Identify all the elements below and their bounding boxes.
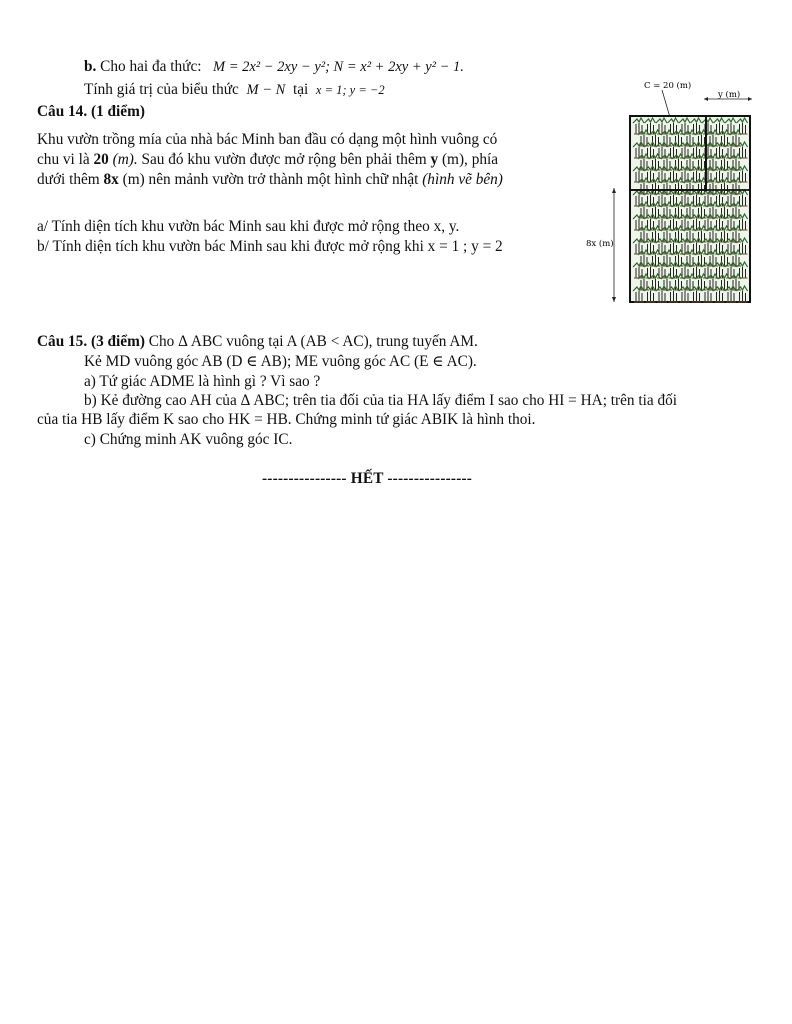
q15-part-c: c) Chứng minh AK vuông góc IC. <box>84 431 293 448</box>
q14-part-b: b/ Tính diện tích khu vườn bác Minh sau khi được mở rộng khi x = 1 ; y = 2 <box>37 238 503 255</box>
q14-line2 <box>37 151 498 169</box>
q14-line3-c: (m) nên mảnh vườn trở thành một hình chữ nhật <box>118 171 423 188</box>
q14-perimeter-value: 20 <box>93 151 109 168</box>
prev-part-b-text: Cho hai đa thức: <box>100 58 202 75</box>
q14-part-a: a/ Tính diện tích khu vườn bác Minh sau khi được mở rộng theo x, y. <box>37 218 460 235</box>
q15-intro: Cho Δ ABC vuông tại A (AB < AC), trung tuyến AM. <box>144 333 478 350</box>
end-marker: ---------------- HẾT ---------------- <box>262 470 473 487</box>
prev-part-b-line2 <box>84 81 385 99</box>
q14-line2-d: Sau đó khu vườn được mở rộng bên phải thêm <box>137 151 431 168</box>
prev-part-b-label: b. <box>84 58 97 75</box>
prev-part-b-line2-text: Tính giá trị của biểu thức <box>84 81 239 98</box>
q14-line2-a: chu vi là <box>37 151 94 168</box>
q14-line3-a: dưới thêm <box>37 171 104 188</box>
value-condition: x = 1; y = −2 <box>315 83 385 97</box>
q15-line2: Kẻ MD vuông góc AB (D ∈ AB); ME vuông góc AC (E ∈ AC). <box>84 353 477 370</box>
q14-title: Câu 14. (1 điểm) <box>37 103 145 120</box>
q14-line3 <box>37 171 503 189</box>
q14-y-var: y <box>430 151 439 168</box>
q15-title: Câu 15. (3 điểm) <box>37 333 145 350</box>
prev-part-b-line1 <box>84 58 464 76</box>
label-8x: 8x (m) <box>586 239 614 249</box>
expression-m-minus-n: M − N <box>246 82 286 98</box>
q14-line2-c: (m). <box>108 151 138 168</box>
polynomial-formula: M = 2x² − 2xy − y²; N = x² + 2xy + y² − 1. <box>212 59 464 75</box>
garden-figure <box>580 78 755 310</box>
q15-line1 <box>37 333 478 351</box>
label-c-perimeter: C = 20 (m) <box>644 81 692 91</box>
prev-part-b-tai: tại <box>292 81 309 98</box>
label-y: y (m) <box>718 90 741 100</box>
q14-line2-f: (m), phía <box>438 151 499 168</box>
q14-figure-ref: (hình vẽ bên) <box>422 171 503 188</box>
q15-part-b-line1: b) Kẻ đường cao AH của Δ ABC; trên tia đối của tia HA lấy điểm I sao cho HI = HA; trên tia đối <box>84 392 678 409</box>
q15-part-a: a) Tứ giác ADME là hình gì ? Vì sao ? <box>84 373 321 390</box>
q15-part-b-line2: của tia HB lấy điểm K sao cho HK = HB. Chứng minh tứ giác ABIK là hình thoi. <box>37 411 536 428</box>
q14-line1: Khu vườn trồng mía của nhà bác Minh ban đầu có dạng một hình vuông có <box>37 131 498 148</box>
q14-8x-var: 8x <box>103 171 119 188</box>
